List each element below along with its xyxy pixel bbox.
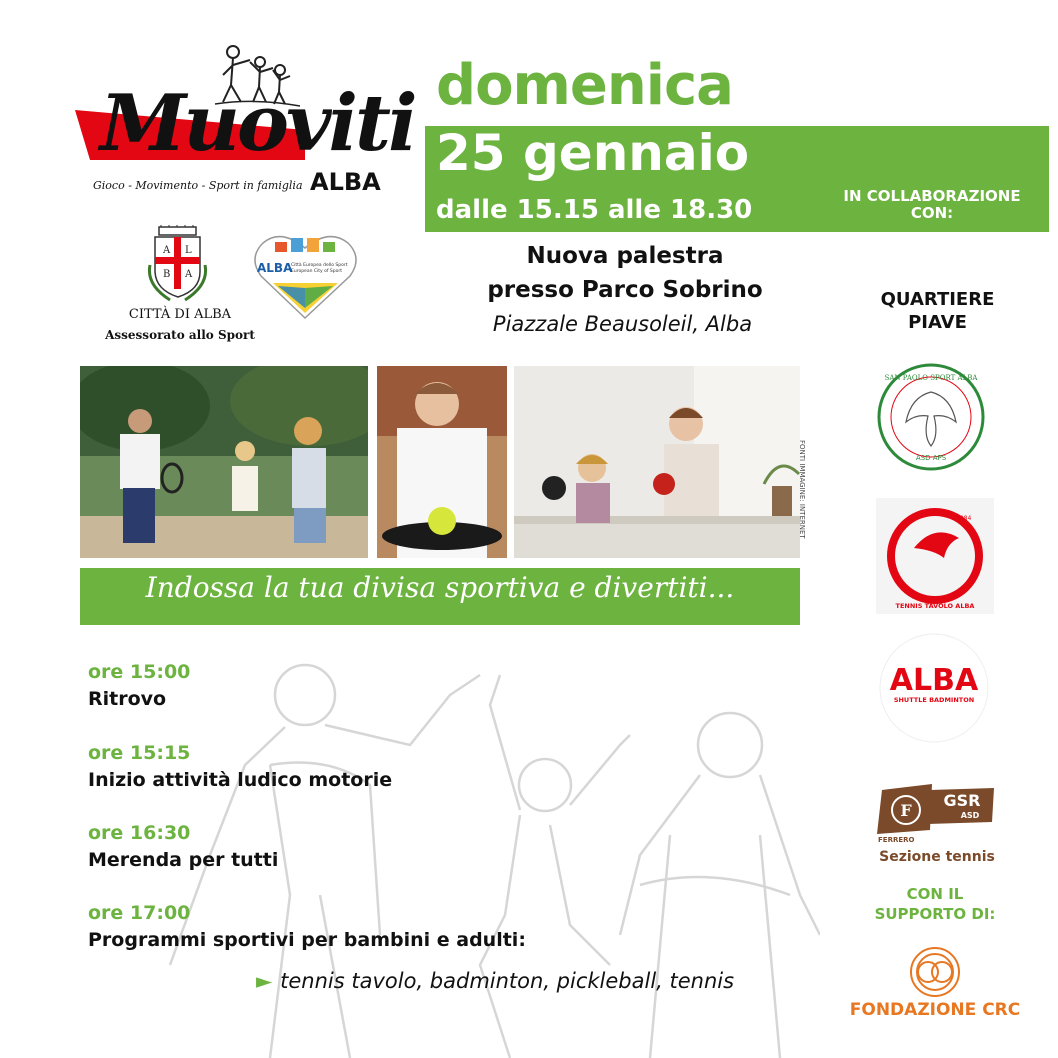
- muoviti-logo: [75, 40, 415, 210]
- city-department: Assessorato allo Sport: [105, 328, 255, 342]
- european-city-of-sport-heart-icon: [253, 228, 358, 323]
- schedule-time: ore 17:00: [88, 902, 191, 924]
- schedule-time: ore 15:15: [88, 742, 191, 764]
- activities-list: [256, 969, 734, 993]
- banner-text: Indossa la tua divisa sportiva e divertiti...: [145, 571, 735, 604]
- schedule-label: Ritrovo: [88, 688, 167, 710]
- san-paolo-name: SAN PAOLO SPORT ALBA: [884, 374, 978, 382]
- support-line1: CON IL: [906, 885, 964, 903]
- crest-letter: A: [163, 245, 171, 256]
- logo-city: ALBA: [310, 168, 381, 196]
- arrow-right-icon: ►: [256, 969, 273, 993]
- crest-letter: A: [185, 269, 193, 280]
- schedule-time: ore 15:00: [88, 661, 191, 683]
- badminton-sub: SHUTTLE BADMINTON: [893, 696, 975, 704]
- heart-word: ALBA: [257, 261, 293, 275]
- family-playing-photo: [80, 366, 368, 558]
- crest-letter: L: [185, 245, 192, 256]
- support-line2: SUPPORTO DI:: [874, 904, 996, 923]
- gsr-asd: ASD: [960, 811, 980, 820]
- gsr-mark: F: [900, 801, 912, 820]
- event-day: domenica: [436, 53, 733, 118]
- san-paolo-sub: ASD APS: [915, 454, 947, 462]
- tennis-tavolo-name: TENNIS TAVOLO ALBA: [895, 602, 975, 610]
- schedule-time: ore 16:30: [88, 822, 191, 844]
- schedule-label: Inizio attività ludico motorie: [88, 769, 393, 791]
- heart-text2: European City of Sport: [291, 269, 342, 274]
- quartiere-line2: PIAVE: [908, 312, 967, 334]
- venue-address: Piazzale Beausoleil, Alba: [492, 312, 753, 336]
- san-paolo-sport-logo-icon: [876, 362, 986, 472]
- alba-shuttle-badminton-logo-icon: [878, 632, 990, 744]
- tennis-tavolo-alba-logo-icon: [876, 498, 994, 614]
- crest-letter: B: [163, 269, 171, 280]
- activities-text: tennis tavolo, badminton, pickleball, tennis: [280, 969, 735, 993]
- tennis-tavolo-year: 1984: [956, 515, 972, 522]
- collaboration-line1: IN COLLABORAZIONE: [843, 187, 1021, 205]
- city-crest-icon: [145, 225, 210, 305]
- badminton-word: ALBA: [889, 663, 979, 698]
- event-time: dalle 15.15 alle 18.30: [436, 195, 753, 225]
- ferrero-brand: FERRERO: [878, 836, 915, 844]
- photo-credit: FONTI IMMAGINE: INTERNET: [798, 440, 806, 539]
- city-name: CITTÀ DI ALBA: [128, 307, 232, 322]
- gsr-ferrero-logo-icon: [872, 782, 996, 844]
- family-sketch-illustration: [150, 635, 820, 1058]
- venue-line1: Nuova palestra: [526, 243, 724, 269]
- ping-pong-photo: [514, 366, 800, 558]
- sezione-tennis: Sezione tennis: [879, 849, 995, 865]
- collaboration-title: [822, 188, 1042, 223]
- fondazione-crc-name: FONDAZIONE CRC: [849, 1000, 1021, 1020]
- quartiere-line1: QUARTIERE: [880, 289, 995, 310]
- heart-text1: Città Europea dello Sport: [291, 263, 348, 268]
- schedule-label: Programmi sportivi per bambini e adulti:: [88, 929, 526, 951]
- fondazione-crc-rings-icon: [898, 944, 972, 1000]
- logo-title: Muoviti: [100, 78, 415, 169]
- boy-tennis-photo: [377, 366, 507, 558]
- logo-tagline: Gioco - Movimento - Sport in famiglia: [93, 179, 303, 192]
- support-title: [855, 885, 1015, 924]
- venue-line2: presso Parco Sobrino: [487, 277, 763, 303]
- collaboration-line2: CON:: [910, 204, 954, 223]
- quartiere-piave: [850, 288, 1025, 335]
- gsr-text: GSR: [943, 791, 981, 810]
- event-date: 25 gennaio: [436, 124, 750, 182]
- schedule-label: Merenda per tutti: [88, 849, 279, 871]
